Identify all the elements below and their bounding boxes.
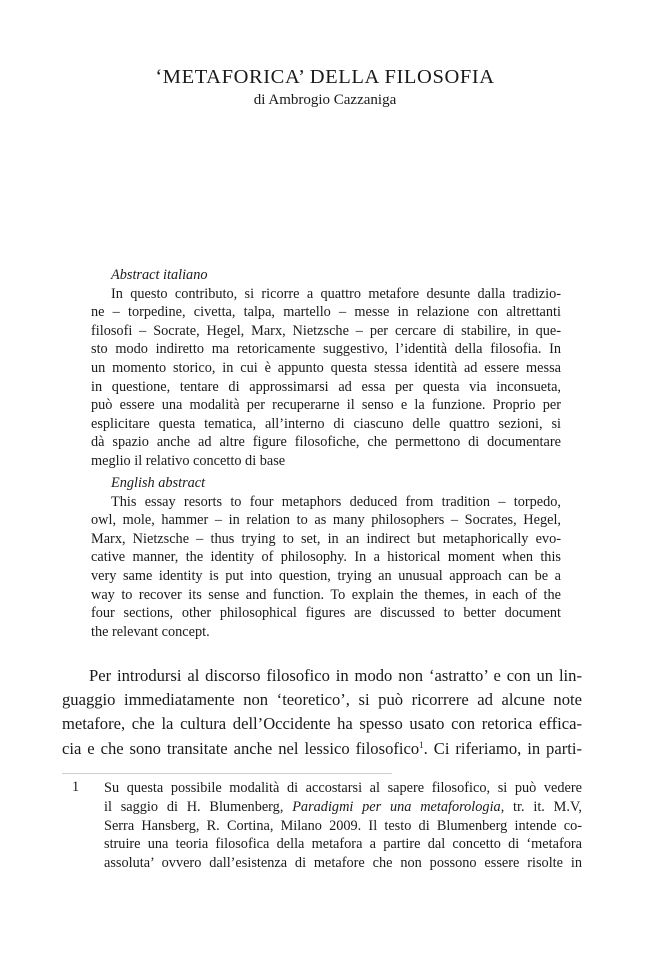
main-body-paragraph [62, 664, 582, 761]
article-author: di Ambrogio Cazzaniga [253, 92, 397, 108]
abstract-line: cative manner, the identity of philosophy. In a historical moment when this [91, 549, 561, 566]
footnote-line-text: il saggio di H. Blumenberg, [104, 798, 293, 815]
abstract-line: the relevant concept. [91, 623, 210, 640]
abstract-line: This essay resorts to four metaphors deduced from tradition – torpedo, [111, 493, 561, 510]
footnote-cited-title: Paradigmi per una metaforologia [292, 798, 501, 815]
body-line: metafore, che la cultura dell’Occidente ha spesso usato con retorica effica- [62, 714, 582, 734]
footnote-line: Su questa possibile modalità di accostarsi al sapere filosofico, si può vedere [104, 780, 582, 796]
abstract-line: four sections, other philosophical figures are discussed to better document [91, 605, 561, 622]
footnote-number: 1 [72, 779, 80, 795]
abstract-line: filosofi – Socrate, Hegel, Marx, Nietzsche – per cercare di stabilire, in que- [91, 322, 561, 339]
abstract-line: un momento storico, in cui è appunto questa stessa identità ad essere messa [91, 359, 561, 376]
abstract-line: esplicitare questa tematica, all’interno di ciascuno delle quattro sezioni, si [91, 415, 561, 432]
body-line-text: . Ci riferiamo, in parti- [423, 738, 582, 758]
abstract-line: meglio il relativo concetto di base [91, 452, 286, 469]
abstract-italian-body [91, 285, 561, 471]
abstract-line: way to recover its sense and function. To explain the themes, in each of the [91, 586, 561, 603]
footnote-line: struire una teoria filosofica della metafora a partire dal concetto di ‘metafora [104, 836, 582, 853]
footnote-separator [62, 773, 392, 774]
body-line: guaggio immediatamente non ‘teoretico’, si può ricorrere ad alcune note [62, 690, 582, 710]
abstract-line: ne – torpedine, civetta, talpa, martello – messe in relazione con altrettanti [91, 304, 561, 321]
abstract-line: very same identity is put into question, trying an unusual approach can be a [91, 567, 561, 584]
footnote-line: Serra Hansberg, R. Cortina, Milano 2009. Il testo di Blumenberg intende co- [104, 817, 582, 834]
footnote-text [104, 779, 582, 873]
article-title: ‘METAFORICA’ DELLA FILOSOFIA [155, 66, 495, 88]
abstract-line: sto modo indiretto ma retoricamente suggestivo, l’identità della filosofia. In [91, 341, 561, 358]
body-line: Per introdursi al discorso filosofico in modo non ‘astratto’ e con un lin- [89, 666, 582, 685]
abstract-line: in questione, tentare di approssimarsi ad essa per questa via inconsueta, [91, 378, 561, 395]
abstract-english-body [91, 493, 561, 642]
abstract-line: dà spazio anche ad altre figure filosofiche, che permettono di documentare [91, 434, 561, 451]
abstract-line: può essere una modalità per recuperarne il senso e la funzione. Proprio per [91, 397, 561, 414]
footnote-reference[interactable]: 1 [419, 739, 424, 750]
abstract-italian [91, 266, 561, 471]
body-line [62, 737, 582, 761]
footnote-line: assoluta’ ovvero dall’esistenza di metafore che non possono essere risolte in [104, 855, 582, 872]
footnote-line [104, 798, 582, 817]
abstract-english [91, 474, 561, 641]
abstract-line: owl, mole, hammer – in relation to as many philosophers – Socrates, Hegel, [91, 512, 561, 529]
abstract-italian-heading: Abstract italiano [111, 267, 208, 283]
abstract-line: In questo contributo, si ricorre a quattro metafore desunte dalla tradizio- [111, 285, 561, 302]
abstract-line: Marx, Nietzsche – thus trying to set, in an indirect but metaphorically evo- [91, 530, 561, 547]
body-line-text: cia e che sono transitate anche nel lessico filosofico [62, 738, 420, 758]
abstract-english-heading: English abstract [111, 475, 206, 491]
footnote-line-text: , tr. it. M.V, [500, 798, 583, 815]
